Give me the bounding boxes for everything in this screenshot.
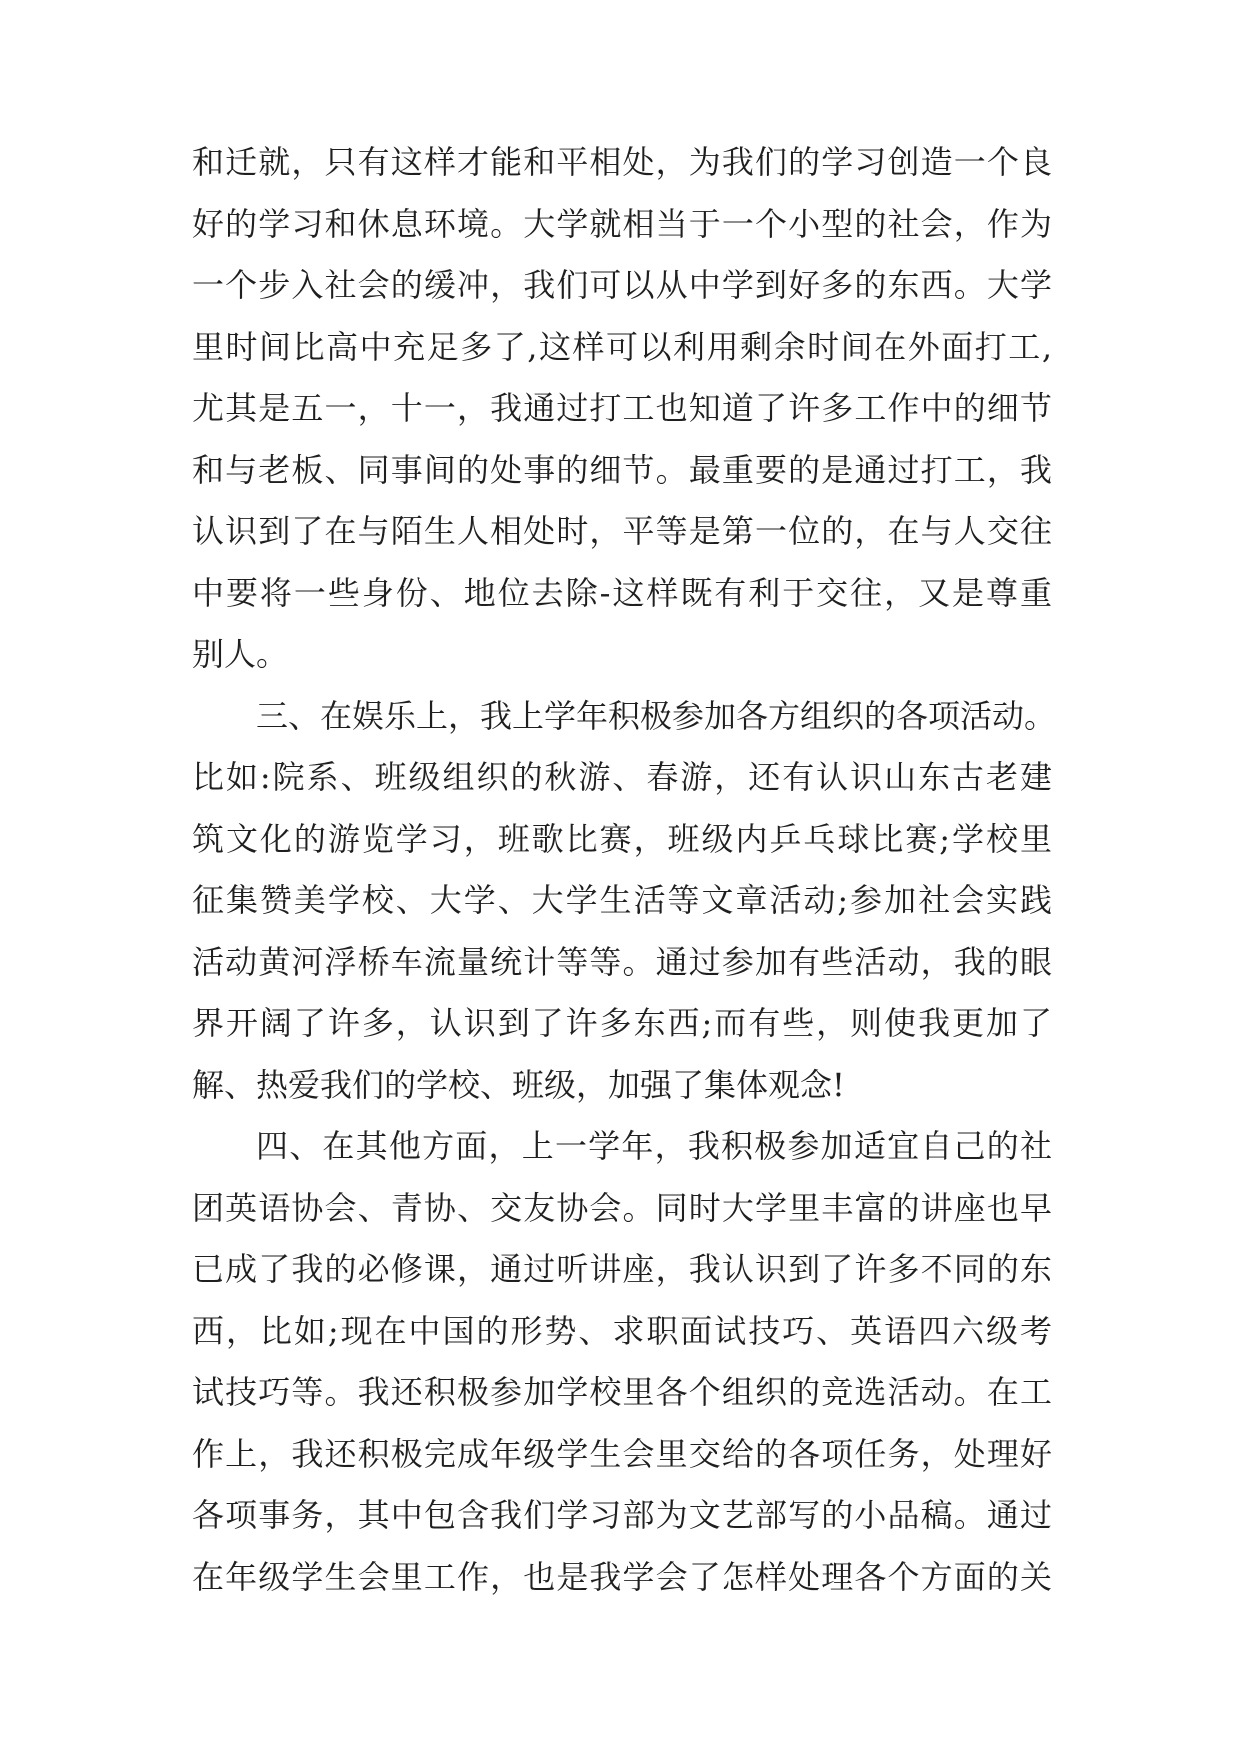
text-line: 别人。	[192, 635, 289, 673]
text-line: 好的学习和休息环境。大学就相当于一个小型的社会，作为	[192, 204, 1052, 243]
text-line: 一个步入社会的缓冲，我们可以从中学到好多的东西。大学	[192, 266, 1052, 304]
text-line: 中要将一些身份、地位去除-这样既有利于交往，又是尊重	[192, 573, 1052, 612]
text-line: 征集赞美学校、大学、大学生活等文章活动;参加社会实践	[192, 881, 1052, 919]
text-line: 和与老板、同事间的处事的细节。最重要的是通过打工，我	[192, 450, 1052, 489]
text-line: 认识到了在与陌生人相处时，平等是第一位的，在与人交往	[192, 512, 1052, 550]
text-line: 和迁就，只有这样才能和平相处，为我们的学习创造一个良	[192, 143, 1052, 181]
text-line: 作上，我还积极完成年级学生会里交给的各项任务，处理好	[192, 1434, 1052, 1473]
text-line: 解、热爱我们的学校、班级，加强了集体观念!	[192, 1065, 845, 1104]
text-line: 筑文化的游览学习，班歌比赛，班级内乒乓球比赛;学校里	[192, 819, 1052, 858]
body-text	[192, 132, 1057, 1608]
text-line: 比如:院系、班级组织的秋游、春游，还有认识山东古老建	[192, 758, 1052, 796]
text-line: 西，比如;现在中国的形势、求职面试技巧、英语四六级考	[192, 1311, 1052, 1350]
text-line: 尤其是五一，十一，我通过打工也知道了许多工作中的细节	[192, 389, 1052, 427]
text-line: 团英语协会、青协、交友协会。同时大学里丰富的讲座也早	[192, 1188, 1052, 1227]
paragraph-start-line: 四、在其他方面，上一学年，我积极参加适宜自己的社	[256, 1127, 1052, 1165]
text-line: 已成了我的必修课，通过听讲座，我认识到了许多不同的东	[192, 1250, 1052, 1288]
text-line: 里时间比高中充足多了,这样可以利用剩余时间在外面打工,	[192, 327, 1052, 366]
text-line: 活动黄河浮桥车流量统计等等。通过参加有些活动，我的眼	[192, 942, 1052, 981]
paragraph-start-line: 三、在娱乐上，我上学年积极参加各方组织的各项活动。	[256, 696, 1057, 735]
text-line: 试技巧等。我还积极参加学校里各个组织的竞选活动。在工	[192, 1373, 1052, 1411]
text-line: 在年级学生会里工作，也是我学会了怎样处理各个方面的关	[192, 1557, 1052, 1596]
text-line: 界开阔了许多，认识到了许多东西;而有些，则使我更加了	[192, 1004, 1052, 1042]
text-line: 各项事务，其中包含我们学习部为文艺部写的小品稿。通过	[192, 1496, 1052, 1534]
